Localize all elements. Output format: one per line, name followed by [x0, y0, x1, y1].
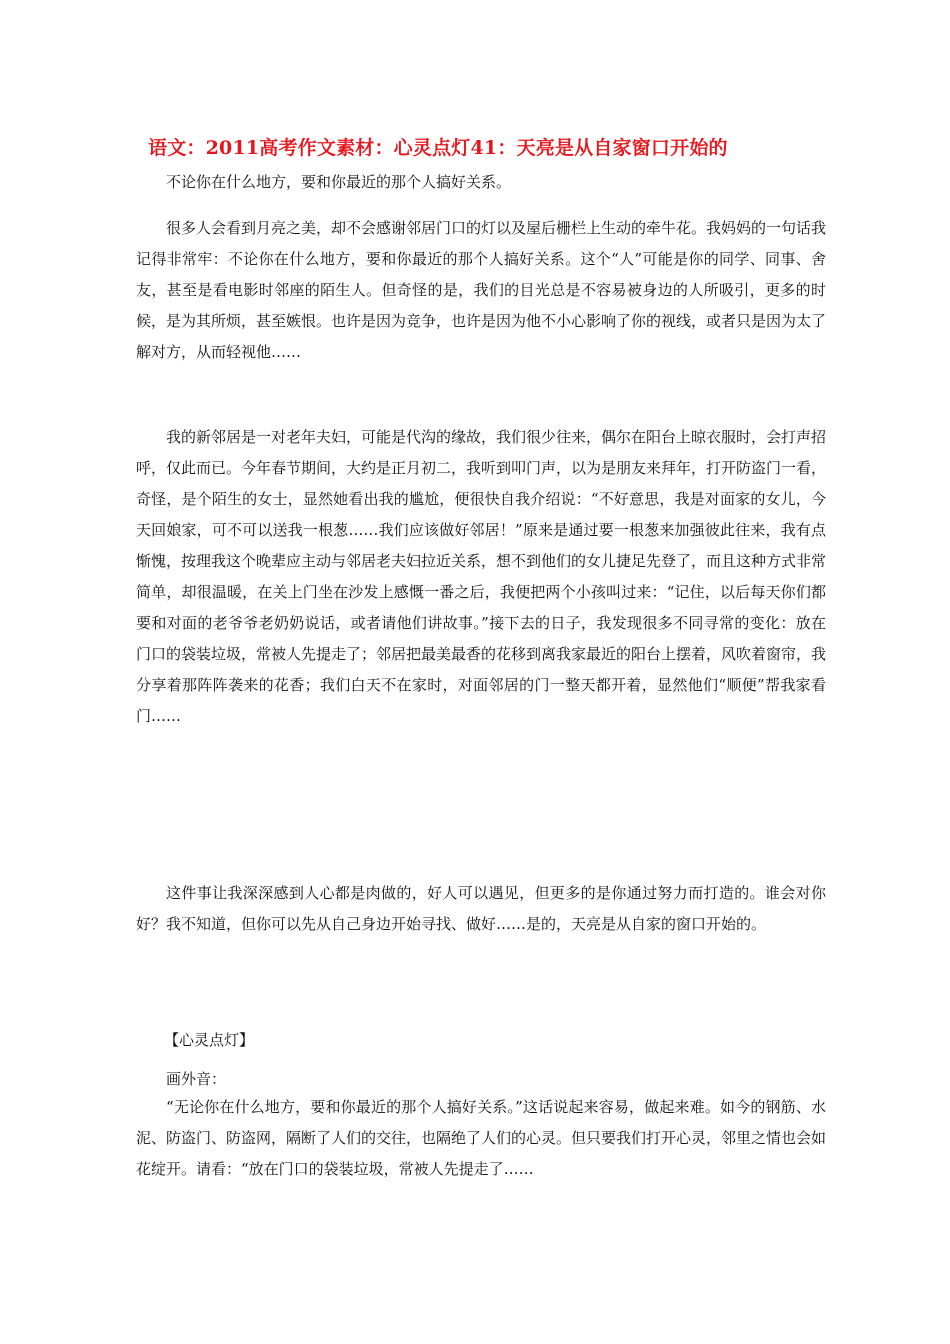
document-title: 语文：2011高考作文素材：心灵点灯41：天亮是从自家窗口开始的: [148, 137, 728, 159]
section-subheading: 画外音：: [166, 1070, 227, 1088]
paragraph-1: 很多人会看到月亮之美，却不会感谢邻居门口的灯以及屋后栅栏上生动的牵牛花。我妈妈的一句话我记得非常牢：不论你在什么地方，要和你最近的那个人搞好关系。这个“人”可能是你的同学、同事、舍友，甚至是看电影时邻座的陌生人。但奇怪的是，我们的目光总是不容易被身边的人所吸引，更多的时候，是为其所烦，甚至嫉恨。也许是因为竞争，也许是因为他不小心影响了你的视线，或者只是因为太了解对方，从而轻视他……: [136, 219, 827, 361]
section-heading: 【心灵点灯】: [164, 1031, 255, 1049]
paragraph-2: 我的新邻居是一对老年夫妇，可能是代沟的缘故，我们很少往来，偶尔在阳台上晾衣服时，会打声招呼，仅此而已。今年春节期间，大约是正月初二，我听到叩门声，以为是朋友来拜年，打开防盗门一看，奇怪，是个陌生的女士，显然她看出我的尴尬，便很快自我介绍说：“不好意思，我是对面家的女儿，今天回娘家，可不可以送我一根葱……我们应该做好邻居！”原来是通过要一根葱来加强彼此往来，我有点惭愧，按理我这个晚辈应主动与邻居老夫妇拉近关系，想不到他们的女儿捷足先登了，而且这种方式非常简单，却很温暖，在关上门坐在沙发上感慨一番之后，我便把两个小孩叫过来：“记住，以后每天你们都要和对面的老爷爷老奶奶说话，或者请他们讲故事。”接下去的日子，我发现很多不同寻常的变化：放在门口的袋装垃圾，常被人先提走了；邻居把最美最香的花移到离我家最近的阳台上摆着，风吹着窗帘，我分享着那阵阵袭来的花香；我们白天不在家时，对面邻居的门一整天都开着，显然他们“顺便”帮我家看门……: [136, 428, 827, 725]
paragraph-3: 这件事让我深深感到人心都是肉做的，好人可以遇见，但更多的是你通过努力而打造的。谁会对你好？我不知道，但你可以先从自己身边开始寻找、做好……是的，天亮是从自家的窗口开始的。: [136, 884, 826, 933]
intro-line: 不论你在什么地方，要和你最近的那个人搞好关系。: [166, 173, 512, 191]
closing-paragraph: “无论你在什么地方，要和你最近的那个人搞好关系。”这话说起来容易，做起来难。如今的钢筋、水泥、防盗门、防盗网，隔断了人们的交往，也隔绝了人们的心灵。但只要我们打开心灵，邻里之情也会如花绽开。请看：“放在门口的袋装垃圾，常被人先提走了……: [136, 1098, 827, 1178]
